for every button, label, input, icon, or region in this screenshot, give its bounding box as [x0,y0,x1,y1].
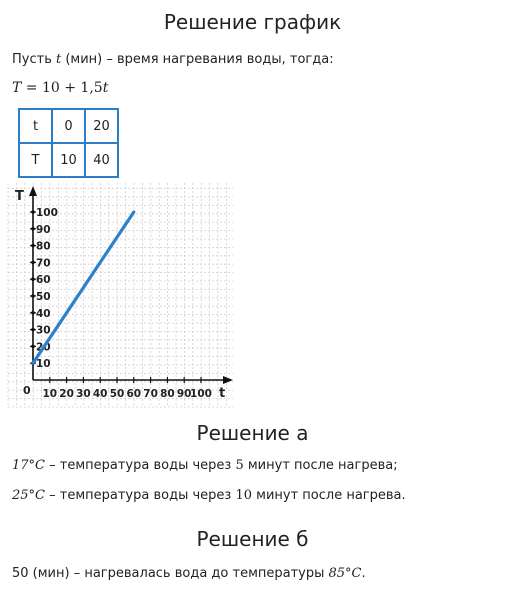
x-tick-label: 30 [76,388,91,400]
line-text: 50 (мин) – нагревалась вода до температуры [12,566,329,581]
section-a-title: Решение а [196,421,309,445]
section-a-line-1 [12,458,398,473]
y-tick-dot [31,328,35,332]
y-axis-label: T [15,189,24,204]
y-tick-label: 100 [36,207,58,219]
math-value: 25°C [12,488,45,503]
y-tick-label: 30 [36,324,51,337]
origin-label: 0 [23,384,31,397]
y-tick-label: 60 [36,274,51,287]
section-b-title: Решение б [196,527,309,551]
y-tick-label: 20 [36,341,51,354]
intro-text [12,52,334,67]
x-tick-label: 90 [176,388,192,400]
table-cell: 40 [85,143,118,177]
x-tick-label: 60 [126,388,142,400]
y-tick-label: 70 [36,257,51,270]
temperature-chart [0,175,250,410]
table-cell: T [19,143,52,177]
x-axis-label: t [219,386,226,401]
math-number: 5 [235,458,244,473]
line-tail: . [361,566,366,581]
line-tail: минут после нагрева; [243,458,398,473]
y-tick-dot [31,227,35,231]
math-value: 17°C [12,458,45,473]
table-row [19,109,118,143]
page-title: Решение график [163,10,342,34]
section-a-line-2 [12,488,406,503]
formula [12,80,108,96]
x-tick-label: 10 [42,388,58,400]
table-cell: 10 [52,143,85,177]
formula-lhs: T [12,80,22,96]
formula-rhs: = 10 + 1,5 [21,80,103,96]
x-tick-label: 40 [92,388,108,400]
line-text: – температура воды через [45,458,236,473]
y-tick-dot [31,261,35,265]
intro-pre: Пусть [12,52,56,67]
intro-var: t [55,52,62,67]
table-row [19,143,118,177]
y-tick-dot [31,210,35,214]
y-tick-label: 90 [36,223,51,236]
y-tick-dot [31,244,35,248]
table-cell: t [19,109,52,143]
x-tick-label: 50 [109,388,125,400]
line-text: – температура воды через [45,488,236,503]
x-tick-label: 80 [160,388,175,400]
section-b-line [12,566,366,581]
line-tail: минут после нагрева. [252,488,406,503]
y-axis-arrow [29,186,37,196]
y-tick-label: 80 [36,240,51,253]
y-tick-dot [31,277,35,281]
x-tick-label: 100 [190,388,212,400]
y-tick-dot [31,311,35,315]
formula-var: t [102,80,109,96]
y-tick-label: 40 [36,307,51,320]
x-tick-label: 70 [143,388,158,400]
y-tick-label: 10 [36,358,51,371]
y-tick-dot [31,345,35,349]
y-tick-dot [31,294,35,298]
math-number: 10 [235,488,252,503]
table-cell: 20 [85,109,118,143]
x-axis-arrow [223,376,233,384]
y-tick-label: 50 [36,291,51,303]
values-table [18,108,119,178]
intro-post: (мин) – время нагревания воды, тогда: [61,52,334,67]
x-tick-label: 20 [59,388,74,400]
math-value: 85°C [328,566,362,581]
table-cell: 0 [52,109,85,143]
